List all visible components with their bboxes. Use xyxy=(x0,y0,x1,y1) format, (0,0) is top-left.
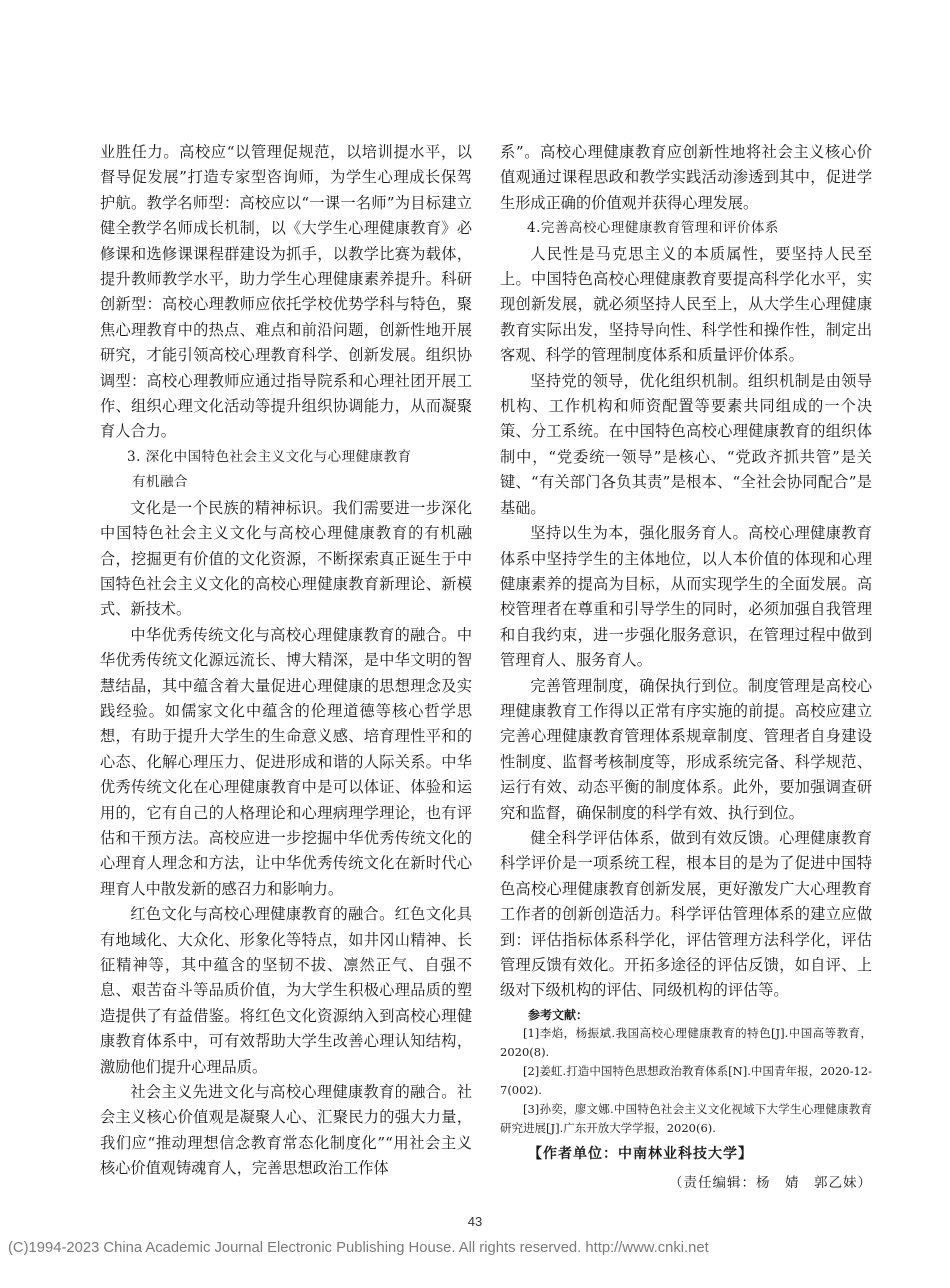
reference-item: [3]孙奕，廖文娜.中国特色社会主义文化视域下大学生心理健康教育研究进展[J].广东开放大学学报，2020(6). xyxy=(500,1101,872,1135)
paragraph: 系”。高校心理健康教育应创新性地将社会主义核心价值观通过课程思政和教学实践活动渗透到其中，促进学生形成正确的价值观并获得心理发展。 xyxy=(500,143,872,212)
paragraph: 中华优秀传统文化与高校心理健康教育的融合。中华优秀传统文化源远流长、博大精深，是中华文明的智慧结晶，其中蕴含着大量促进心理健康的思想理念及实践经验。如儒家文化中蕴含的伦理道德等核心哲学思想，有助于提升大学生的生命意义感、培育理性平和的心态、化解心理压力、促进形成和谐的人际关系。中华优秀传统文化在心理健康教育中是可以体证、体验和运用的，它有自己的人格理论和心理病理学理论，也有评估和干预方法。高校应进一步挖掘中华优秀传统文化的心理育人理念和方法，让中华优秀传统文化在新时代心理育人中散发新的感召力和影响力。 xyxy=(100,625,472,898)
author-unit: 【作者单位：中南林业科技大学】 xyxy=(528,1145,753,1162)
paragraph: 人民性是马克思主义的本质属性，要坚持人民至上。中国特色高校心理健康教育要提高科学化水平，实现创新发展，就必须坚持人民至上，从大学生心理健康教育实际出发，坚持导向性、科学性和操作性，制定出客观、科学的管理制度体系和质量评价体系。 xyxy=(500,244,872,365)
paragraph: 坚持以生为本，强化服务育人。高校心理健康教育体系中坚持学生的主体地位，以人本价值的体现和心理健康素养的提高为目标，从而实现学生的全面发展。高校管理者在尊重和引导学生的同时，必须加强自我管理和自我约束，进一步强化服务意识，在管理过程中做到管理育人、服务育人。 xyxy=(500,524,872,670)
right-column xyxy=(500,140,872,1194)
paragraph: 业胜任力。高校应“以管理促规范，以培训提水平，以督导促发展”打造专家型咨询师，为学生心理成长保驾护航。教学名师型：高校应以“一课一名师”为目标建立健全教学名师成长机制，以《大学生心理健康教育》必修课和选修课课程群建设为抓手，以教学比赛为载体，提升教师教学水平，助力学生心理健康素养提升。科研创新型：高校心理教师应依托学校优势学科与特色，聚焦心理教育中的热点、难点和前沿问题，创新性地开展研究，才能引领高校心理教育科学、创新发展。组织协调型：高校心理教师应通过指导院系和心理社团开展工作、组织心理文化活动等提升组织协调能力，从而凝聚育人合力。 xyxy=(100,143,472,441)
references-title: 参考文献： xyxy=(528,1007,589,1022)
paragraph: 社会主义先进文化与高校心理健康教育的融合。社会主义核心价值观是凝聚人心、汇聚民力的强大力量，我们应“推动理想信念教育常态化制度化”“用社会主义核心价值观铸魂育人，完善思想政治工作体 xyxy=(100,1083,472,1178)
page-number: 43 xyxy=(467,1214,483,1229)
left-column xyxy=(100,140,472,1182)
section-heading-3-line1: 3. 深化中国特色社会主义文化与心理健康教育 xyxy=(127,448,412,465)
reference-item: [1]李焰，杨振斌.我国高校心理健康教育的特色[J].中国高等教育，2020(8). xyxy=(500,1025,872,1059)
paragraph: 文化是一个民族的精神标识。我们需要进一步深化中国特色社会主义文化与高校心理健康教育的有机融合，挖掘更有价值的文化资源，不断探索真正诞生于中国特色社会主义文化的高校心理健康教育新理论、新模式、新技术。 xyxy=(100,498,472,619)
paragraph: 健全科学评估体系，做到有效反馈。心理健康教育科学评价是一项系统工程，根本目的是为了促进中国特色高校心理健康教育创新发展，更好激发广大心理教育工作者的创新创造活力。科学评估管理体系的建立应做到：评估指标体系科学化，评估管理方法科学化，评估管理反馈有效化。开拓多途径的评估反馈，如自评、上级对下级机构的评估、同级机构的评估等。 xyxy=(500,828,872,1000)
copyright-footer: (C)1994-2023 China Academic Journal Electronic Publishing House. All rights reserved. http://www.cnki.net xyxy=(8,1240,709,1256)
paragraph: 坚持党的领导，优化组织机制。组织机制是由领导机构、工作机构和师资配置等要素共同组成的一个决策、分工系统。在中国特色高校心理健康教育的组织体制中，“党委统一领导”是核心、“党政齐抓共管”是关键、“有关部门各负其责”是根本、“全社会协同配合”是基础。 xyxy=(500,371,872,517)
section-heading-4: 4.完善高校心理健康教育管理和评价体系 xyxy=(527,220,779,237)
paragraph: 红色文化与高校心理健康教育的融合。红色文化具有地域化、大众化、形象化等特点，如井冈山精神、长征精神等，其中蕴含的坚韧不拔、凛然正气、自强不息、艰苦奋斗等品质价值，为大学生积极心理品质的塑造提供了有益借鉴。将红色文化资源纳入到高校心理健康教育体系中，可有效帮助大学生改善心理认知结构，激励他们提升心理品质。 xyxy=(100,905,472,1076)
responsible-editor: （责任编辑：杨 婧 郭乙妹） xyxy=(669,1174,872,1191)
reference-item: [2]姜虹.打造中国特色思想政治教育体系[N].中国青年报，2020-12-7(002). xyxy=(500,1063,872,1097)
section-heading-3-line2: 有机融合 xyxy=(132,474,188,491)
paragraph: 完善管理制度，确保执行到位。制度管理是高校心理健康教育工作得以正常有序实施的前提。高校应建立完善心理健康教育管理体系规章制度、管理者自身建设性制度、监督考核制度等，形成系统完备、科学规范、运行有效、动态平衡的制度体系。此外，要加强调查研究和监督，确保制度的科学有效、执行到位。 xyxy=(500,676,872,822)
